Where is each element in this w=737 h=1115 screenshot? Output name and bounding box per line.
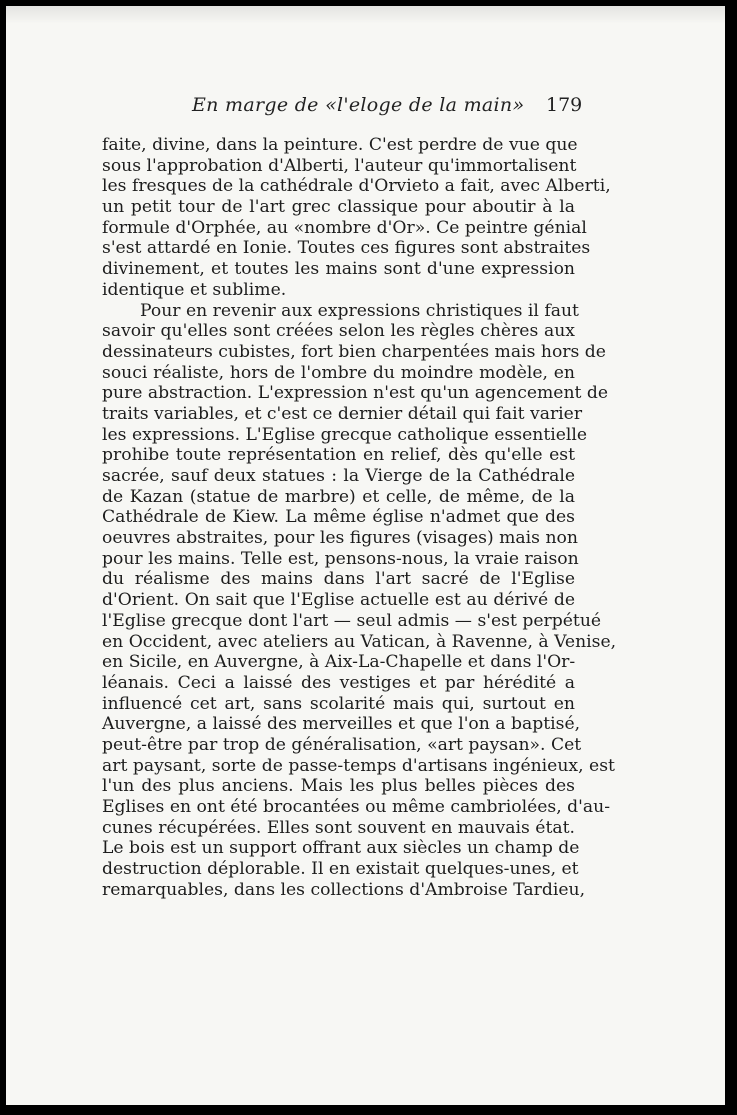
text-line: Auvergne, a laissé des merveilles et que l'on a baptisé, (102, 714, 581, 735)
text-line: de Kazan (statue de marbre) et celle, de même, de la (102, 486, 575, 507)
text-line: Pour en revenir aux expressions christiques il faut (140, 300, 579, 321)
text-line: remarquables, dans les collections d'Ambroise Tardieu, (102, 879, 586, 900)
text-line: art paysant, sorte de passe-temps d'artisans ingénieux, est (102, 755, 615, 776)
text-line: Eglises en ont été brocantées ou même cambriolées, d'au- (102, 797, 611, 817)
text-line: léanais. Ceci a laissé des vestiges et par hérédité a (102, 672, 575, 693)
text-line: en Sicile, en Auvergne, à Aix-La-Chapelle et dans l'Or- (102, 652, 576, 673)
text-line: divinement, et toutes les mains sont d'une expression (102, 259, 575, 280)
text-line: dessinateurs cubistes, fort bien charpentées mais hors de (102, 341, 606, 362)
text-line: peut-être par trop de généralisation, «art paysan». Cet (102, 734, 582, 755)
text-line: identique et sublime. (102, 279, 287, 300)
text-line: traits variables, et c'est ce dernier détail qui fait varier (102, 403, 583, 424)
text-line: savoir qu'elles sont créées selon les règles chères aux (102, 321, 575, 342)
text-line: cunes récupérées. Elles sont souvent en mauvais état. (102, 817, 575, 838)
text-line: sacrée, sauf deux statues : la Vierge de la Cathédrale (102, 466, 575, 486)
text-line: formule d'Orphée, au «nombre d'Or». Ce peintre génial (102, 217, 587, 238)
text-line: Cathédrale de Kiew. La même église n'admet que des (102, 507, 575, 528)
book-page (6, 6, 725, 1105)
text-line: prohibe toute représentation en relief, dès qu'elle est (102, 445, 575, 466)
text-line: faite, divine, dans la peinture. C'est perdre de vue que (102, 135, 578, 155)
text-line: en Occident, avec ateliers au Vatican, à Ravenne, à Venise, (102, 631, 617, 652)
text-line: les expressions. L'Eglise grecque catholique essentielle (102, 424, 588, 445)
text-line: d'Orient. On sait que l'Eglise actuelle est au dérivé de (102, 590, 575, 611)
text-line: souci réaliste, hors de l'ombre du moindre modèle, en (102, 362, 575, 383)
page-header (6, 94, 725, 122)
text-line: pour les mains. Telle est, pensons-nous, la vraie raison (102, 548, 579, 569)
text-line: l'Eglise grecque dont l'art — seul admis — s'est perpétué (102, 610, 602, 631)
text-line: influencé cet art, sans scolarité mais qui, surtout en (102, 693, 575, 714)
text-line: oeuvres abstraites, pour les figures (visages) mais non (102, 528, 578, 549)
text-line: destruction déplorable. Il en existait quelques-unes, et (102, 859, 579, 880)
text-line: du réalisme des mains dans l'art sacré de l'Eglise (102, 569, 575, 590)
body-text (102, 135, 617, 900)
text-line: l'un des plus anciens. Mais les plus belles pièces des (102, 776, 575, 797)
page-number: 179 (546, 94, 583, 116)
text-line: pure abstraction. L'expression n'est qu'un agencement de (102, 383, 609, 404)
text-line: s'est attardé en Ionie. Toutes ces figures sont abstraites (102, 238, 591, 259)
text-line: Le bois est un support offrant aux siècles un champ de (102, 838, 580, 859)
text-line: un petit tour de l'art grec classique pour aboutir à la (102, 197, 575, 218)
scan-shadow (6, 6, 725, 24)
text-line: les fresques de la cathédrale d'Orvieto a fait, avec Alberti, (102, 176, 611, 197)
text-line: sous l'approbation d'Alberti, l'auteur qu'immortalisent (102, 155, 577, 176)
running-head: En marge de «l'eloge de la main» (192, 94, 525, 116)
